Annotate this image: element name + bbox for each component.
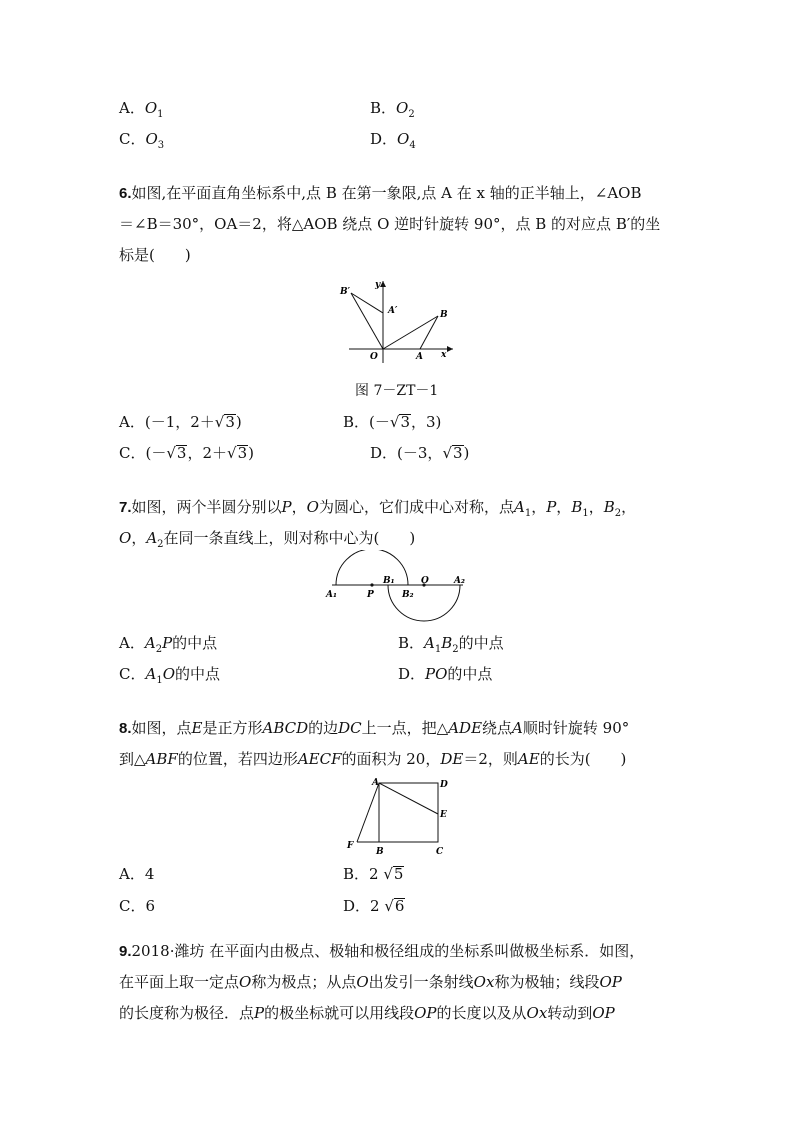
option-text: (－ — [369, 413, 390, 431]
y-axis-arrow — [380, 281, 386, 287]
q7-option-c[interactable] — [119, 664, 220, 691]
stem-text: ＝∠B＝30°，OA＝2，将△AOB 绕点 O 逆时针旋转 90°，点 B 的对应点 B′的坐 — [119, 215, 661, 233]
q8-option-c[interactable] — [119, 896, 155, 916]
option-label: C． — [119, 897, 146, 915]
option-text: ，3) — [411, 413, 442, 431]
option-label: D． — [398, 665, 426, 683]
stem-text: 的长度称为极径．点 — [119, 1004, 255, 1022]
option-label: D． — [370, 444, 398, 462]
label-e: E — [440, 810, 447, 820]
stem-text: 转动到 — [547, 1004, 593, 1022]
var-o: O — [306, 498, 319, 516]
option-text: O — [396, 99, 409, 117]
label-b: B — [376, 847, 384, 857]
option-label: C． — [119, 665, 146, 683]
label-o: O — [421, 576, 429, 586]
square-abcd — [379, 783, 438, 842]
var-a: A — [513, 498, 525, 516]
option-text: ) — [235, 413, 242, 431]
q6-stem-line1 — [119, 183, 641, 204]
option-label: B． — [370, 99, 397, 117]
q6-figure — [335, 275, 465, 370]
label-d: D — [440, 780, 448, 790]
label-f: F — [347, 841, 354, 851]
q5-option-a[interactable] — [119, 98, 164, 125]
sub: 2 — [157, 539, 164, 550]
var-op: OP — [599, 973, 622, 991]
radicand: 3 — [237, 444, 248, 462]
label-b: B — [440, 310, 448, 320]
stem-text: 出发引一条射线 — [368, 973, 474, 991]
label-a1: A₁ — [326, 590, 337, 600]
option-label: D． — [370, 130, 398, 148]
option-text: (－1，2＋ — [144, 413, 215, 431]
stem-text: ＝2，则 — [463, 750, 518, 768]
var-p: P — [281, 498, 292, 516]
sub: 2 — [452, 644, 459, 655]
var-a: A — [145, 665, 157, 683]
stem-text: 为圆心，它们成中心对称，点 — [318, 498, 514, 516]
var-abcd: ABCD — [262, 719, 309, 737]
var-o: O — [239, 973, 252, 991]
option-text: (－ — [145, 444, 167, 462]
sqrt-symbol: √3 — [214, 413, 235, 431]
q7-stem-line1 — [119, 497, 636, 524]
stem-text: 称为极点；从点 — [251, 973, 357, 991]
radicand: 5 — [393, 865, 404, 883]
sqrt-symbol: √3 — [389, 413, 410, 431]
var-a: A — [146, 529, 158, 547]
stem-text: 上一点，把△ — [361, 719, 449, 737]
stem-text: ， — [621, 498, 637, 516]
option-text: ) — [463, 444, 470, 462]
radicand: 3 — [400, 413, 410, 431]
q7-figure — [320, 550, 470, 625]
stem-text: 标是( ) — [119, 246, 191, 264]
label-a: A — [372, 778, 379, 788]
option-text: 6 — [145, 897, 156, 915]
q9-stem-line2 — [119, 972, 622, 992]
stem-text: 在同一条直线上，则对称中心为( ) — [163, 529, 416, 547]
q7-option-d[interactable] — [398, 664, 492, 684]
stem-text: 的长为( ) — [539, 750, 627, 768]
stem-text: 的位置，若四边形 — [177, 750, 298, 768]
label-b-prime: B′ — [340, 287, 350, 297]
q9-stem-line3 — [119, 1003, 615, 1023]
label-o: O — [370, 352, 378, 362]
question-number: 7. — [119, 499, 132, 516]
stem-text: ， — [131, 529, 147, 547]
sub: 2 — [155, 644, 163, 655]
q6-figure-caption: 图 7－ZT－1 — [355, 383, 439, 399]
option-label: A． — [119, 865, 145, 883]
sqrt-symbol: √3 — [227, 444, 248, 462]
var-o: O — [162, 665, 176, 683]
option-sub: 3 — [157, 140, 165, 151]
option-sub: 1 — [157, 109, 164, 120]
option-text: 的中点 — [447, 665, 493, 683]
sqrt-symbol: √3 — [442, 444, 463, 462]
q6-option-c[interactable] — [119, 443, 254, 463]
stem-text: ， — [588, 498, 604, 516]
upper-semicircle — [336, 550, 408, 585]
var-abf: ABF — [145, 750, 178, 768]
q6-stem-line2 — [119, 214, 660, 234]
segment-ob-prime — [351, 293, 383, 349]
var-p: P — [162, 634, 173, 652]
label-c: C — [436, 847, 444, 857]
option-text: O — [145, 130, 158, 148]
option-sub: 2 — [408, 109, 415, 120]
sub: 2 — [614, 508, 622, 519]
var-dc: DC — [338, 719, 362, 737]
q8-option-d[interactable] — [343, 896, 405, 916]
var-p: P — [254, 1004, 265, 1022]
radicand: 3 — [176, 444, 187, 462]
option-text: O — [397, 130, 410, 148]
q5-option-b[interactable] — [370, 98, 415, 125]
stem-text: 的长度以及从 — [436, 1004, 527, 1022]
radicand: 3 — [225, 413, 235, 431]
stem-text: 的面积为 20， — [341, 750, 441, 768]
stem-text: 称为极轴；线段 — [494, 973, 600, 991]
q8-option-b[interactable] — [343, 864, 404, 884]
var-o: O — [119, 529, 132, 547]
stem-text: 绕点 — [482, 719, 513, 737]
var-op: OP — [414, 1004, 437, 1022]
option-text: O — [144, 99, 158, 117]
center-p — [370, 583, 373, 586]
var-po: PO — [425, 665, 448, 683]
question-number: 9. — [119, 943, 132, 960]
q6-option-b[interactable] — [343, 412, 441, 432]
stem-text: 到△ — [119, 750, 146, 768]
lower-semicircle — [388, 585, 460, 621]
label-a: A — [416, 352, 423, 362]
option-label: B． — [398, 634, 425, 652]
var-e: E — [191, 719, 203, 737]
var-b: B — [603, 498, 615, 516]
var-op: OP — [592, 1004, 615, 1022]
q5-option-c[interactable] — [119, 129, 164, 156]
q7-option-a[interactable] — [119, 633, 217, 660]
stem-text: ， — [556, 498, 572, 516]
q8-stem-line1 — [119, 718, 629, 739]
stem-text: ， — [531, 498, 547, 516]
q8-stem-line2 — [119, 749, 626, 769]
option-text: ，2＋ — [187, 444, 227, 462]
option-text: 2 — [369, 865, 384, 883]
option-label: C． — [119, 444, 146, 462]
var-o: O — [356, 973, 369, 991]
var-a: A — [144, 634, 156, 652]
q9-stem-line1 — [119, 941, 644, 962]
label-y: y — [375, 280, 381, 290]
sub: 1 — [156, 675, 163, 686]
q7-option-b[interactable] — [398, 633, 504, 660]
option-sub: 4 — [409, 140, 416, 151]
stem-text: 是正方形 — [202, 719, 263, 737]
option-text: 2 — [370, 897, 385, 915]
stem-text: 如图,在平面直角坐标系中,点 B 在第一象限,点 A 在 x 轴的正半轴上，∠AOB — [131, 184, 642, 202]
x-axis-arrow — [447, 346, 453, 352]
segment-ob — [383, 316, 438, 349]
q8-option-a[interactable] — [119, 864, 154, 884]
var-b: B — [441, 634, 453, 652]
label-p: P — [367, 590, 374, 600]
source-tag: 2018·潍坊 — [131, 942, 205, 960]
q5-option-d[interactable] — [370, 129, 416, 156]
option-text: 的中点 — [175, 665, 221, 683]
label-x: x — [441, 350, 447, 360]
var-aecf: AECF — [297, 750, 342, 768]
var-ox: Ox — [526, 1004, 548, 1022]
question-number: 8. — [119, 720, 132, 737]
segment-ae — [379, 783, 438, 814]
label-a-prime: A′ — [388, 306, 398, 316]
var-b: B — [571, 498, 583, 516]
stem-text: 的极坐标就可以用线段 — [264, 1004, 415, 1022]
q6-option-d[interactable] — [370, 443, 469, 463]
stem-text: 如图，点 — [131, 719, 192, 737]
q6-option-a[interactable] — [119, 412, 242, 432]
var-a: A — [424, 634, 435, 652]
sqrt-symbol: √3 — [166, 444, 187, 462]
question-number: 6. — [119, 185, 132, 202]
sqrt-symbol: √6 — [384, 897, 405, 915]
var-ade: ADE — [448, 719, 483, 737]
q8-figure — [340, 776, 455, 858]
var-ox: Ox — [473, 973, 495, 991]
stem-text: 在平面内由极点、极轴和极径组成的坐标系叫做极坐标系．如图， — [204, 942, 645, 960]
option-label: B． — [343, 865, 370, 883]
var-ae: AE — [517, 750, 540, 768]
radicand: 3 — [453, 444, 463, 462]
option-label: B． — [343, 413, 370, 431]
option-label: D． — [343, 897, 371, 915]
stem-text: 的边 — [308, 719, 339, 737]
option-label: C． — [119, 130, 146, 148]
var-p: P — [546, 498, 557, 516]
segment-af — [357, 783, 379, 842]
radicand: 6 — [394, 897, 405, 915]
q6-stem-line3 — [119, 245, 191, 265]
sub: 1 — [434, 644, 442, 655]
option-text: (－3， — [397, 444, 443, 462]
label-b1: B₁ — [383, 576, 395, 586]
option-label: A． — [119, 634, 145, 652]
stem-text: 顺时针旋转 90° — [522, 719, 630, 737]
segment-bp-ap — [351, 293, 383, 313]
sub: 1 — [582, 508, 589, 519]
option-label: A． — [119, 99, 145, 117]
option-text: 的中点 — [458, 634, 504, 652]
label-b2: B₂ — [402, 590, 414, 600]
option-label: A． — [119, 413, 145, 431]
var-de: DE — [440, 750, 464, 768]
stem-text: 在平面上取一定点 — [119, 973, 240, 991]
sub: 1 — [524, 508, 532, 519]
stem-text: ， — [291, 498, 307, 516]
stem-text: 如图，两个半圆分别以 — [131, 498, 282, 516]
option-text: ) — [248, 444, 254, 462]
label-a2: A₂ — [454, 576, 465, 586]
option-text: 4 — [144, 865, 155, 883]
sqrt-symbol: √5 — [383, 865, 404, 883]
option-text: 的中点 — [172, 634, 218, 652]
var-a: A — [512, 719, 523, 737]
